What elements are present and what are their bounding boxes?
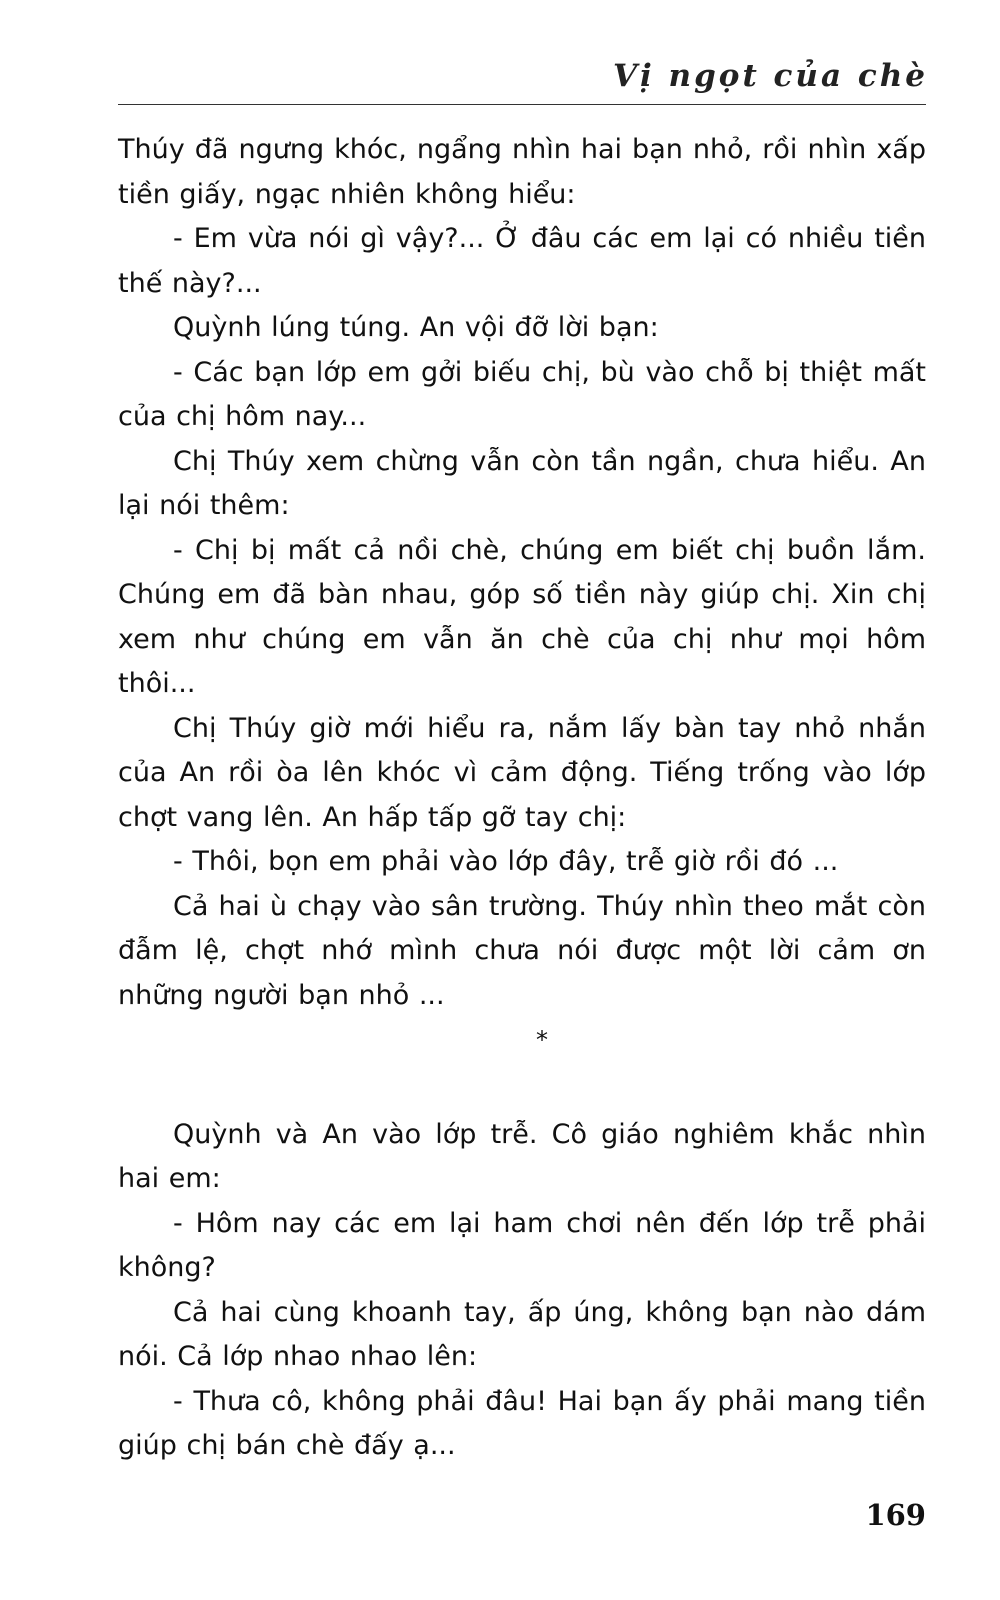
paragraph: - Em vừa nói gì vậy?... Ở đâu các em lại có nhiều tiền thế này?... <box>118 223 926 299</box>
running-header: Vị ngọt của chè <box>612 58 928 94</box>
section-gap <box>118 1063 926 1113</box>
paragraph: - Chị bị mất cả nồi chè, chúng em biết chị buồn lắm. Chúng em đã bàn nhau, góp số tiền này giúp chị. Xin chị xem như chúng em vẫn ăn chè của chị như mọi hôm thôi... <box>118 534 926 699</box>
paragraph: Thúy đã ngưng khóc, ngẩng nhìn hai bạn nhỏ, rồi nhìn xấp tiền giấy, ngạc nhiên không hiểu: <box>118 134 926 210</box>
paragraph: Cả hai ù chạy vào sân trường. Thúy nhìn theo mắt còn đẫm lệ, chợt nhớ mình chưa nói được một lời cảm ơn những người bạn nhỏ ... <box>118 890 926 1011</box>
paragraph: - Thôi, bọn em phải vào lớp đây, trễ giờ rồi đó ... <box>173 846 839 877</box>
page-number: 169 <box>865 1498 926 1532</box>
section-separator: * <box>536 1026 548 1054</box>
paragraph: - Các bạn lớp em gởi biếu chị, bù vào chỗ bị thiệt mất của chị hôm nay... <box>118 356 926 432</box>
paragraph: Quỳnh và An vào lớp trễ. Cô giáo nghiêm khắc nhìn hai em: <box>118 1118 926 1194</box>
body-text <box>118 128 926 1469</box>
paragraph: Chị Thúy xem chừng vẫn còn tần ngần, chưa hiểu. An lại nói thêm: <box>118 445 926 521</box>
header-rule <box>118 104 926 105</box>
paragraph: - Hôm nay các em lại ham chơi nên đến lớp trễ phải không? <box>118 1207 926 1283</box>
paragraph: - Thưa cô, không phải đâu! Hai bạn ấy phải mang tiền giúp chị bán chè đấy ạ... <box>118 1385 926 1461</box>
paragraph: Cả hai cùng khoanh tay, ấp úng, không bạn nào dám nói. Cả lớp nhao nhao lên: <box>118 1296 926 1372</box>
paragraph: Quỳnh lúng túng. An vội đỡ lời bạn: <box>173 312 659 343</box>
paragraph: Chị Thúy giờ mới hiểu ra, nắm lấy bàn tay nhỏ nhắn của An rồi òa lên khóc vì cảm động. Tiếng trống vào lớp chợt vang lên. An hấp tấp gỡ tay chị: <box>118 712 926 833</box>
